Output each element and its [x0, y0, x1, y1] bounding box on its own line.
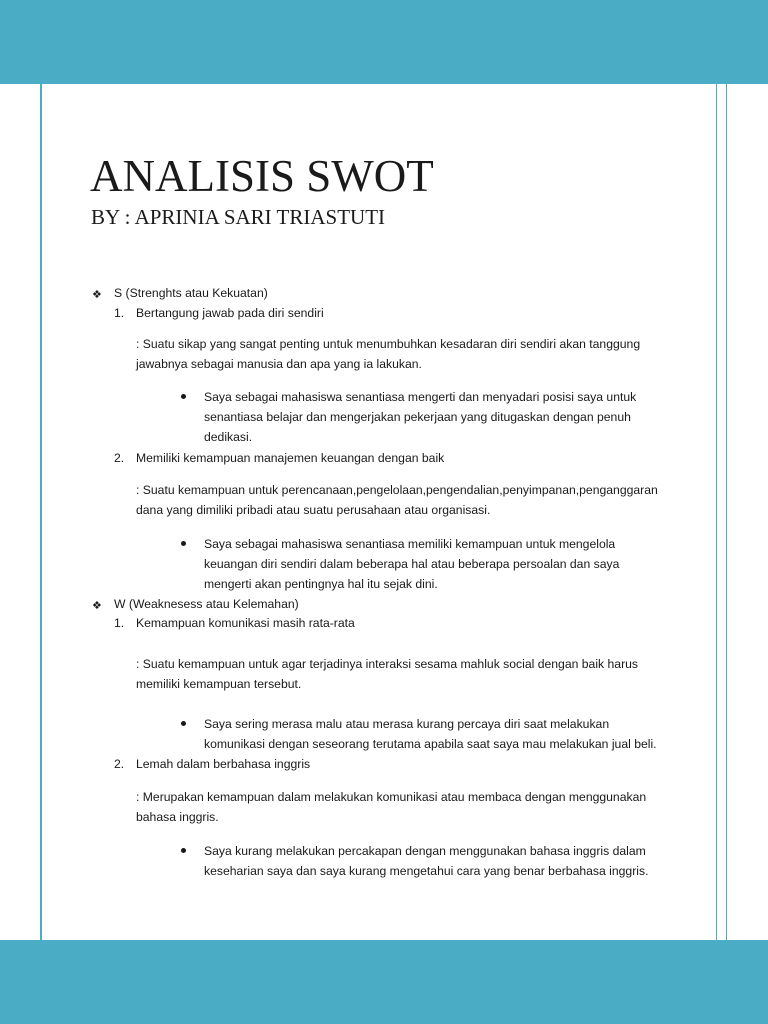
round-bullet-icon [181, 541, 186, 546]
bullet-line: Saya kurang melakukan percakapan dengan menggunakan bahasa inggris dalam [204, 844, 646, 858]
list-item-label: Lemah dalam berbahasa inggris [136, 757, 311, 771]
list-number: 1. [114, 616, 125, 630]
bullet-line: Saya sering merasa malu atau merasa kurang percaya diri saat melakukan [204, 717, 610, 731]
round-bullet-icon [181, 848, 186, 853]
round-bullet-icon [181, 721, 186, 726]
explanation-line: : Merupakan kemampuan dalam melakukan komunikasi atau membaca dengan menggunakan [136, 790, 647, 804]
bullet-line: keuangan diri sendiri dalam beberapa hal atau beberapa persoalan dan saya [204, 557, 620, 571]
bullet-line: senantiasa belajar dan mengerjakan pekerjaan yang ditugaskan dengan penuh [204, 410, 631, 424]
section-heading-strengths: S (Strenghts atau Kekuatan) [114, 286, 268, 300]
section-heading-weaknesses: W (Weaknesess atau Kelemahan) [114, 597, 299, 611]
explanation-line: memiliki kemampuan tersebut. [136, 677, 302, 691]
list-number: 2. [114, 451, 125, 465]
bullet-line: Saya sebagai mahasiswa senantiasa memiliki kemampuan untuk mengelola [204, 537, 616, 551]
right-margin [726, 84, 768, 940]
list-item-label: Bertangung jawab pada diri sendiri [136, 306, 324, 320]
round-bullet-icon [181, 394, 186, 399]
diamond-bullet-icon: ❖ [92, 600, 102, 612]
diamond-bullet-icon: ❖ [92, 289, 102, 301]
list-item-label: Memiliki kemampuan manajemen keuangan dengan baik [136, 451, 445, 465]
bullet-line: dedikasi. [204, 430, 253, 444]
bullet-line: keseharian saya dan saya kurang mengetahui cara yang benar berbahasa inggris. [204, 864, 649, 878]
explanation-line: jawabnya sebagai manusia dan apa yang ia lakukan. [136, 357, 422, 371]
explanation-line: bahasa inggris. [136, 810, 219, 824]
list-item-label: Kemampuan komunikasi masih rata-rata [136, 616, 355, 630]
bullet-line: komunikasi dengan seseorang terutama apabila saat saya mau melakukan jual beli. [204, 737, 657, 751]
explanation-line: : Suatu kemampuan untuk agar terjadinya interaksi sesama mahluk social dengan baik harus [136, 657, 639, 671]
bullet-line: mengerti akan pentingnya hal itu sejak dini. [204, 577, 438, 591]
explanation-line: : Suatu sikap yang sangat penting untuk menumbuhkan kesadaran diri sendiri akan tanggung [136, 337, 641, 351]
document-author: BY : APRINIA SARI TRIASTUTI [91, 205, 386, 229]
bullet-line: Saya sebagai mahasiswa senantiasa mengerti dan menyadari posisi saya untuk [204, 390, 637, 404]
left-margin [0, 84, 41, 940]
explanation-line: dana yang dimiliki pribadi atau suatu perusahaan atau organisasi. [136, 503, 491, 517]
list-number: 1. [114, 306, 125, 320]
document-title: ANALISIS SWOT [90, 151, 434, 201]
list-number: 2. [114, 757, 125, 771]
explanation-line: : Suatu kemampuan untuk perencanaan,pengelolaan,pengendalian,penyimpanan,penganggaran [136, 483, 658, 497]
